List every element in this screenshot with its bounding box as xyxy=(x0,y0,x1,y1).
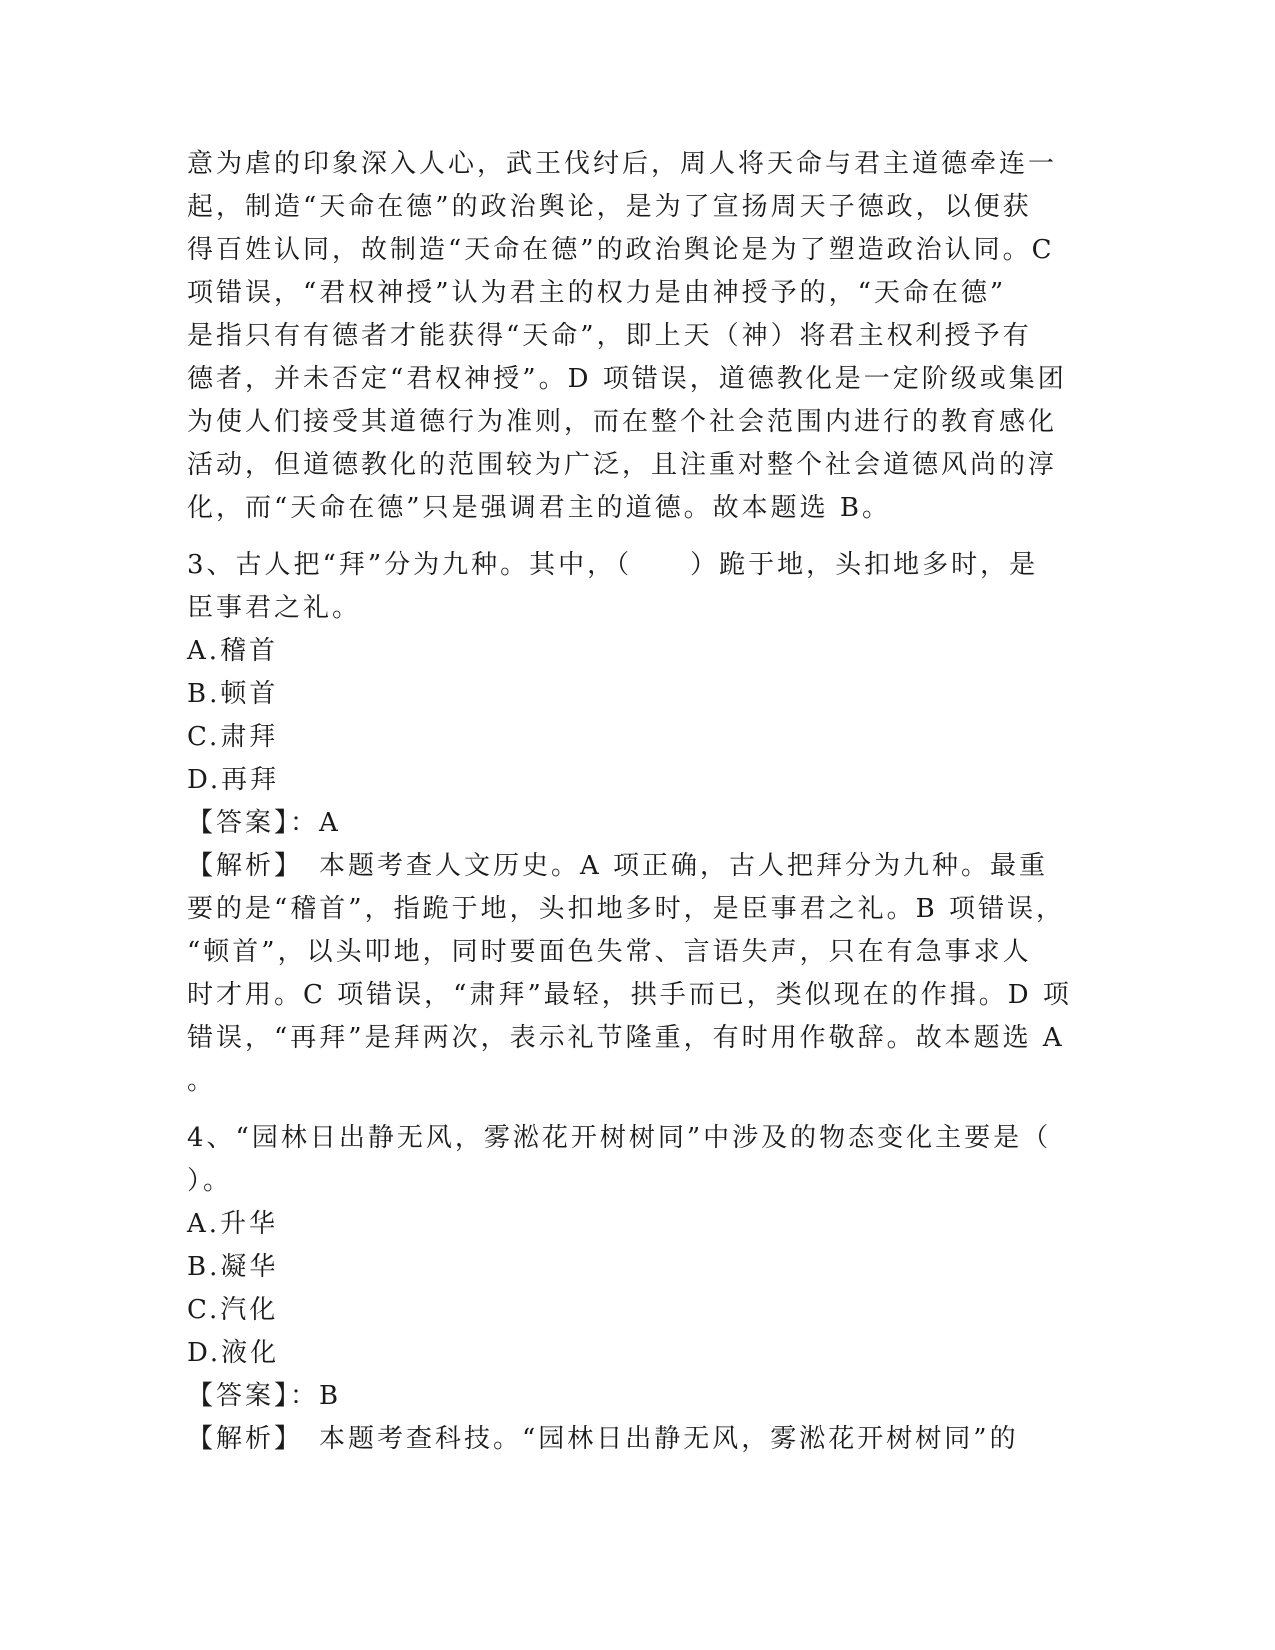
analysis-line: “顿首”，以头叩地，同时要面色失常、言语失声，只在有急事求人 xyxy=(187,937,1032,967)
question-stem: 4、“园林日出静无风，雾淞花开树树同”中涉及的物态变化主要是（ xyxy=(187,1123,1052,1153)
question-stem: ）。 xyxy=(187,1166,233,1196)
question-4 xyxy=(187,1117,1087,1461)
question-3 xyxy=(187,544,1087,1103)
text-line: 得百姓认同，故制造“天命在德”的政治舆论是为了塑造政治认同。C xyxy=(187,235,1055,265)
question-stem: 3、古人把“拜”分为九种。其中，（ ）跪于地，头扣地多时，是 xyxy=(187,550,1039,580)
option-a: A.升华 xyxy=(187,1209,279,1239)
text-line: 化，而“天命在德”只是强调君主的道德。故本题选 B。 xyxy=(187,493,891,523)
text-line: 德者，并未否定“君权神授”。D 项错误，道德教化是一定阶级或集团 xyxy=(187,364,1067,394)
analysis-line: 【解析】 本题考查科技。“园林日出静无风，雾淞花开树树同”的 xyxy=(187,1424,1019,1454)
answer: 【答案】：B xyxy=(187,1381,342,1411)
option-a: A.稽首 xyxy=(187,636,279,666)
text-line: 为使人们接受其道德行为准则，而在整个社会范围内进行的教育感化 xyxy=(187,407,1058,437)
option-b: B.凝华 xyxy=(187,1252,279,1282)
option-c: C.肃拜 xyxy=(187,722,279,752)
analysis-line: 错误，“再拜”是拜两次，表示礼节隆重，有时用作敬辞。故本题选 A xyxy=(187,1023,1065,1053)
analysis-line: 要的是“稽首”，指跪于地，头扣地多时，是臣事君之礼。B 项错误， xyxy=(187,894,1065,924)
text-line: 起，制造“天命在德”的政治舆论，是为了宣扬周天子德政，以便获 xyxy=(187,192,1032,222)
question-stem: 臣事君之礼。 xyxy=(187,593,362,623)
text-line: 项错误，“君权神授”认为君主的权力是由神授予的，“天命在德” xyxy=(187,278,1007,308)
option-c: C.汽化 xyxy=(187,1295,279,1325)
option-d: D.再拜 xyxy=(187,765,280,795)
text-line: 意为虐的印象深入人心，武王伐纣后，周人将天命与君主道德牵连一 xyxy=(187,149,1058,179)
explanation-continuation xyxy=(187,143,1087,530)
option-d: D.液化 xyxy=(187,1338,280,1368)
option-b: B.顿首 xyxy=(187,679,279,709)
document-page xyxy=(187,143,1087,1461)
answer: 【答案】：A xyxy=(187,808,341,838)
analysis-line: 。 xyxy=(187,1066,217,1096)
text-line: 活动，但道德教化的范围较为广泛，且注重对整个社会道德风尚的淳 xyxy=(187,450,1058,480)
text-line: 是指只有有德者才能获得“天命”，即上天（神）将君主权利授予有 xyxy=(187,321,1032,351)
analysis-line: 【解析】 本题考查人文历史。A 项正确，古人把拜分为九种。最重 xyxy=(187,851,1049,881)
analysis-line: 时才用。C 项错误，“肃拜”最轻，拱手而已，类似现在的作揖。D 项 xyxy=(187,980,1072,1010)
